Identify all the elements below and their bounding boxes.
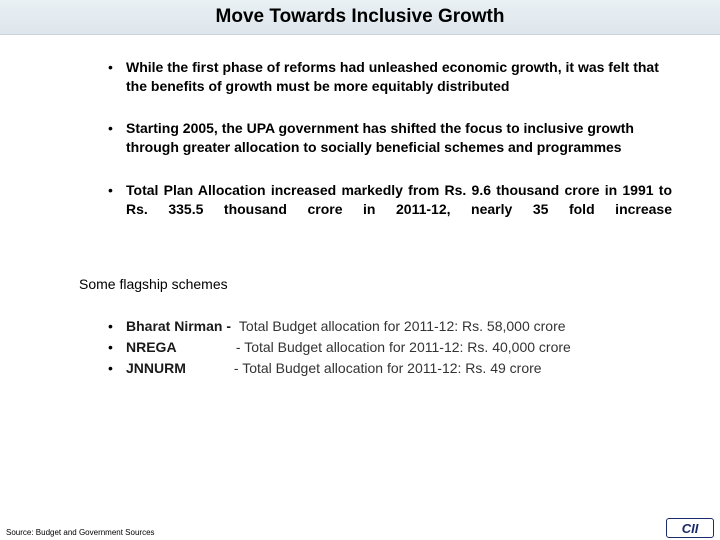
scheme-name: Bharat Nirman - <box>126 318 232 334</box>
scheme-list <box>106 316 666 379</box>
bullet-reforms: • While the first phase of reforms had unleashed economic growth, it was felt that the benefits of growth must be more equitably distributed <box>106 58 672 96</box>
flagship-heading: Some flagship schemes <box>79 276 228 292</box>
scheme-name: JNNURM <box>126 360 186 376</box>
scheme-name: NREGA <box>126 339 177 355</box>
source-note: Source: Budget and Government Sources <box>6 528 155 537</box>
scheme-description: Total Budget allocation for 2011-12: Rs. 58,000 crore <box>238 318 566 334</box>
scheme-bharat-nirman <box>106 316 666 337</box>
cii-logo-mark <box>670 521 710 535</box>
bullet-plan-allocation: • Total Plan Allocation increased markedly from Rs. 9.6 thousand crore in 1991 to Rs. 335.5 thousand crore in 2011-12, nearly 35 fold increase <box>106 181 672 219</box>
title-bar <box>0 0 720 35</box>
scheme-jnnurm <box>106 358 666 379</box>
bullet-inclusive-growth: • Starting 2005, the UPA government has shifted the focus to inclusive growth through greater allocation to socially beneficial schemes and programmes <box>106 119 672 157</box>
scheme-description: - Total Budget allocation for 2011-12: Rs. 40,000 crore <box>235 339 571 355</box>
slide-title: Move Towards Inclusive Growth <box>215 6 505 27</box>
cii-logo <box>666 518 714 538</box>
cii-logo-text: CII <box>681 521 699 535</box>
scheme-nrega <box>106 337 666 358</box>
scheme-description: - Total Budget allocation for 2011-12: Rs. 49 crore <box>233 360 542 376</box>
